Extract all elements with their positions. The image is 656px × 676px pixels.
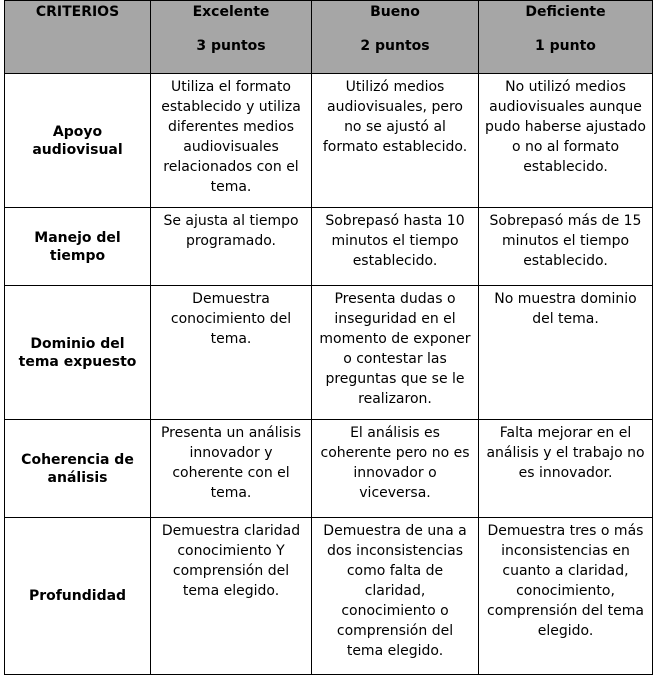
criterios-header-label: CRITERIOS [35, 4, 120, 20]
rubric-row-dominio-del-tema [5, 286, 653, 420]
rubric-row-profundidad [5, 518, 653, 675]
descriptor-bueno: Sobrepasó hasta 10 minutos el tiempo establecido. [312, 208, 479, 286]
rubric-row-coherencia-de-analisis [5, 420, 653, 518]
descriptor-excelente: Presenta un análisis innovador y coherente con el tema. [151, 420, 312, 518]
descriptor-deficiente: Demuestra tres o más inconsistencias en cuanto a claridad, conocimiento, comprensión del tema elegido. [479, 518, 653, 675]
criterion-cell: Coherencia de análisis [5, 420, 151, 518]
descriptor-deficiente: No utilizó medios audiovisuales aunque pudo haberse ajustado o no al formato establecido. [479, 74, 653, 208]
rubric-row-apoyo-audiovisual [5, 74, 653, 208]
level-header-deficiente [479, 1, 653, 74]
descriptor-bueno: Presenta dudas o inseguridad en el momento de exponer o contestar las preguntas que se le realizaron. [312, 286, 479, 420]
rubric-table [4, 0, 653, 675]
level-name: Bueno [370, 4, 420, 20]
level-points: 3 puntos [196, 38, 266, 54]
level-header-bueno [312, 1, 479, 74]
criterion-cell: Manejo del tiempo [5, 208, 151, 286]
rubric-row-manejo-del-tiempo [5, 208, 653, 286]
descriptor-excelente: Se ajusta al tiempo programado. [151, 208, 312, 286]
criterion-cell: Dominio del tema expuesto [5, 286, 151, 420]
descriptor-excelente: Demuestra conocimiento del tema. [151, 286, 312, 420]
descriptor-excelente: Utiliza el formato establecido y utiliza diferentes medios audiovisuales relacionados con el tema. [151, 74, 312, 208]
descriptor-bueno: Demuestra de una a dos inconsistencias como falta de claridad, conocimiento o comprensión del tema elegido. [312, 518, 479, 675]
criterion-cell: Apoyo audiovisual [5, 74, 151, 208]
descriptor-bueno: Utilizó medios audiovisuales, pero no se ajustó al formato establecido. [312, 74, 479, 208]
criterios-header [5, 1, 151, 74]
level-name: Deficiente [525, 4, 606, 20]
descriptor-bueno: El análisis es coherente pero no es innovador o viceversa. [312, 420, 479, 518]
level-points: 2 puntos [360, 38, 430, 54]
descriptor-excelente: Demuestra claridad conocimiento Y comprensión del tema elegido. [151, 518, 312, 675]
criterion-cell: Profundidad [5, 518, 151, 675]
level-name: Excelente [192, 4, 270, 20]
descriptor-deficiente: No muestra dominio del tema. [479, 286, 653, 420]
level-points: 1 punto [535, 38, 596, 54]
level-header-excelente [151, 1, 312, 74]
descriptor-deficiente: Falta mejorar en el análisis y el trabajo no es innovador. [479, 420, 653, 518]
header-row [5, 1, 653, 74]
descriptor-deficiente: Sobrepasó más de 15 minutos el tiempo establecido. [479, 208, 653, 286]
